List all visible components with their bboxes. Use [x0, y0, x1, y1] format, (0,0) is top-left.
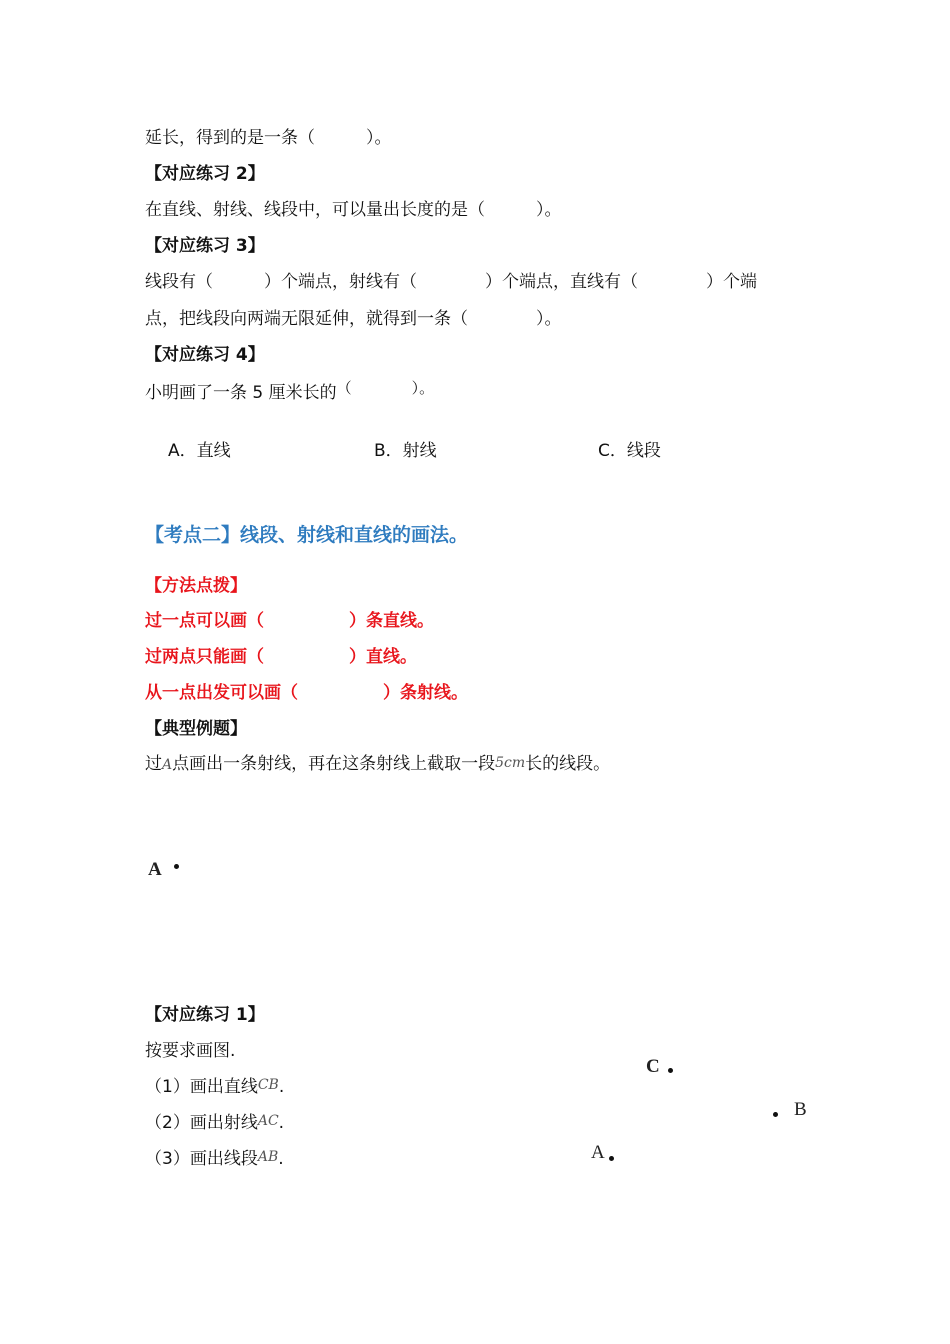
practice-3-heading: 【对应练习 3】	[145, 236, 265, 256]
text-segment: 小明画了一条 5 厘米长的	[145, 383, 337, 403]
choice-b: B．射线	[374, 441, 437, 461]
text-segment: .	[278, 1077, 285, 1097]
question-1	[145, 1076, 284, 1099]
method-heading: 【方法点拨】	[145, 576, 247, 596]
math-variable: A	[162, 757, 173, 773]
text-line: 点，把线段向两端无限延伸，就得到一条（ ）。	[145, 309, 562, 329]
method-line: 过一点可以画（ ）条直线。	[145, 611, 434, 631]
point-a-label: A	[148, 859, 162, 880]
text-line: 按要求画图.	[145, 1041, 236, 1061]
point-a-dot	[174, 864, 179, 869]
math-variable: AB	[257, 1149, 279, 1165]
practice-1-heading: 【对应练习 1】	[145, 1005, 265, 1025]
choice-c: C．线段	[598, 441, 661, 461]
text-segment: （2）画出射线	[145, 1113, 258, 1133]
point-c-label: C	[646, 1056, 660, 1077]
point-a-dot	[609, 1156, 614, 1161]
text-segment: .	[278, 1149, 284, 1169]
example-heading: 【典型例题】	[145, 719, 247, 739]
text-line	[145, 379, 435, 404]
question-3	[145, 1148, 284, 1171]
practice-2-heading: 【对应练习 2】	[145, 164, 265, 184]
math-length: 5cm	[495, 755, 526, 771]
math-variable: AC	[257, 1113, 279, 1129]
text-segment: （1）画出直线	[145, 1077, 258, 1097]
text-segment: 长的线段。	[525, 754, 611, 774]
text-line: 线段有（ ）个端点，射线有（ ）个端点，直线有（ ）个端	[145, 272, 757, 292]
text-segment: .	[278, 1113, 285, 1133]
point-b-dot	[773, 1112, 778, 1117]
text-segment: （3）画出线段	[145, 1149, 258, 1169]
text-segment: （ ）。	[336, 379, 435, 397]
practice-4-heading: 【对应练习 4】	[145, 345, 265, 365]
choice-a: A．直线	[168, 441, 231, 461]
example-question	[145, 753, 610, 776]
section-2-title: 【考点二】线段、射线和直线的画法。	[145, 524, 469, 546]
question-2	[145, 1112, 284, 1135]
method-line: 从一点出发可以画（ ）条射线。	[145, 683, 468, 703]
point-c-dot	[668, 1068, 673, 1073]
text-line: 在直线、射线、线段中，可以量出长度的是（ ）。	[145, 200, 562, 220]
point-a-label: A	[591, 1142, 605, 1163]
text-segment: 点画出一条射线，再在这条射线上截取一段	[172, 754, 496, 774]
point-b-label: B	[794, 1099, 807, 1120]
method-line: 过两点只能画（ ）直线。	[145, 647, 417, 667]
text-segment: 过	[145, 754, 162, 774]
text-line: 延长，得到的是一条（ ）。	[145, 128, 392, 148]
math-variable: CB	[257, 1077, 279, 1093]
